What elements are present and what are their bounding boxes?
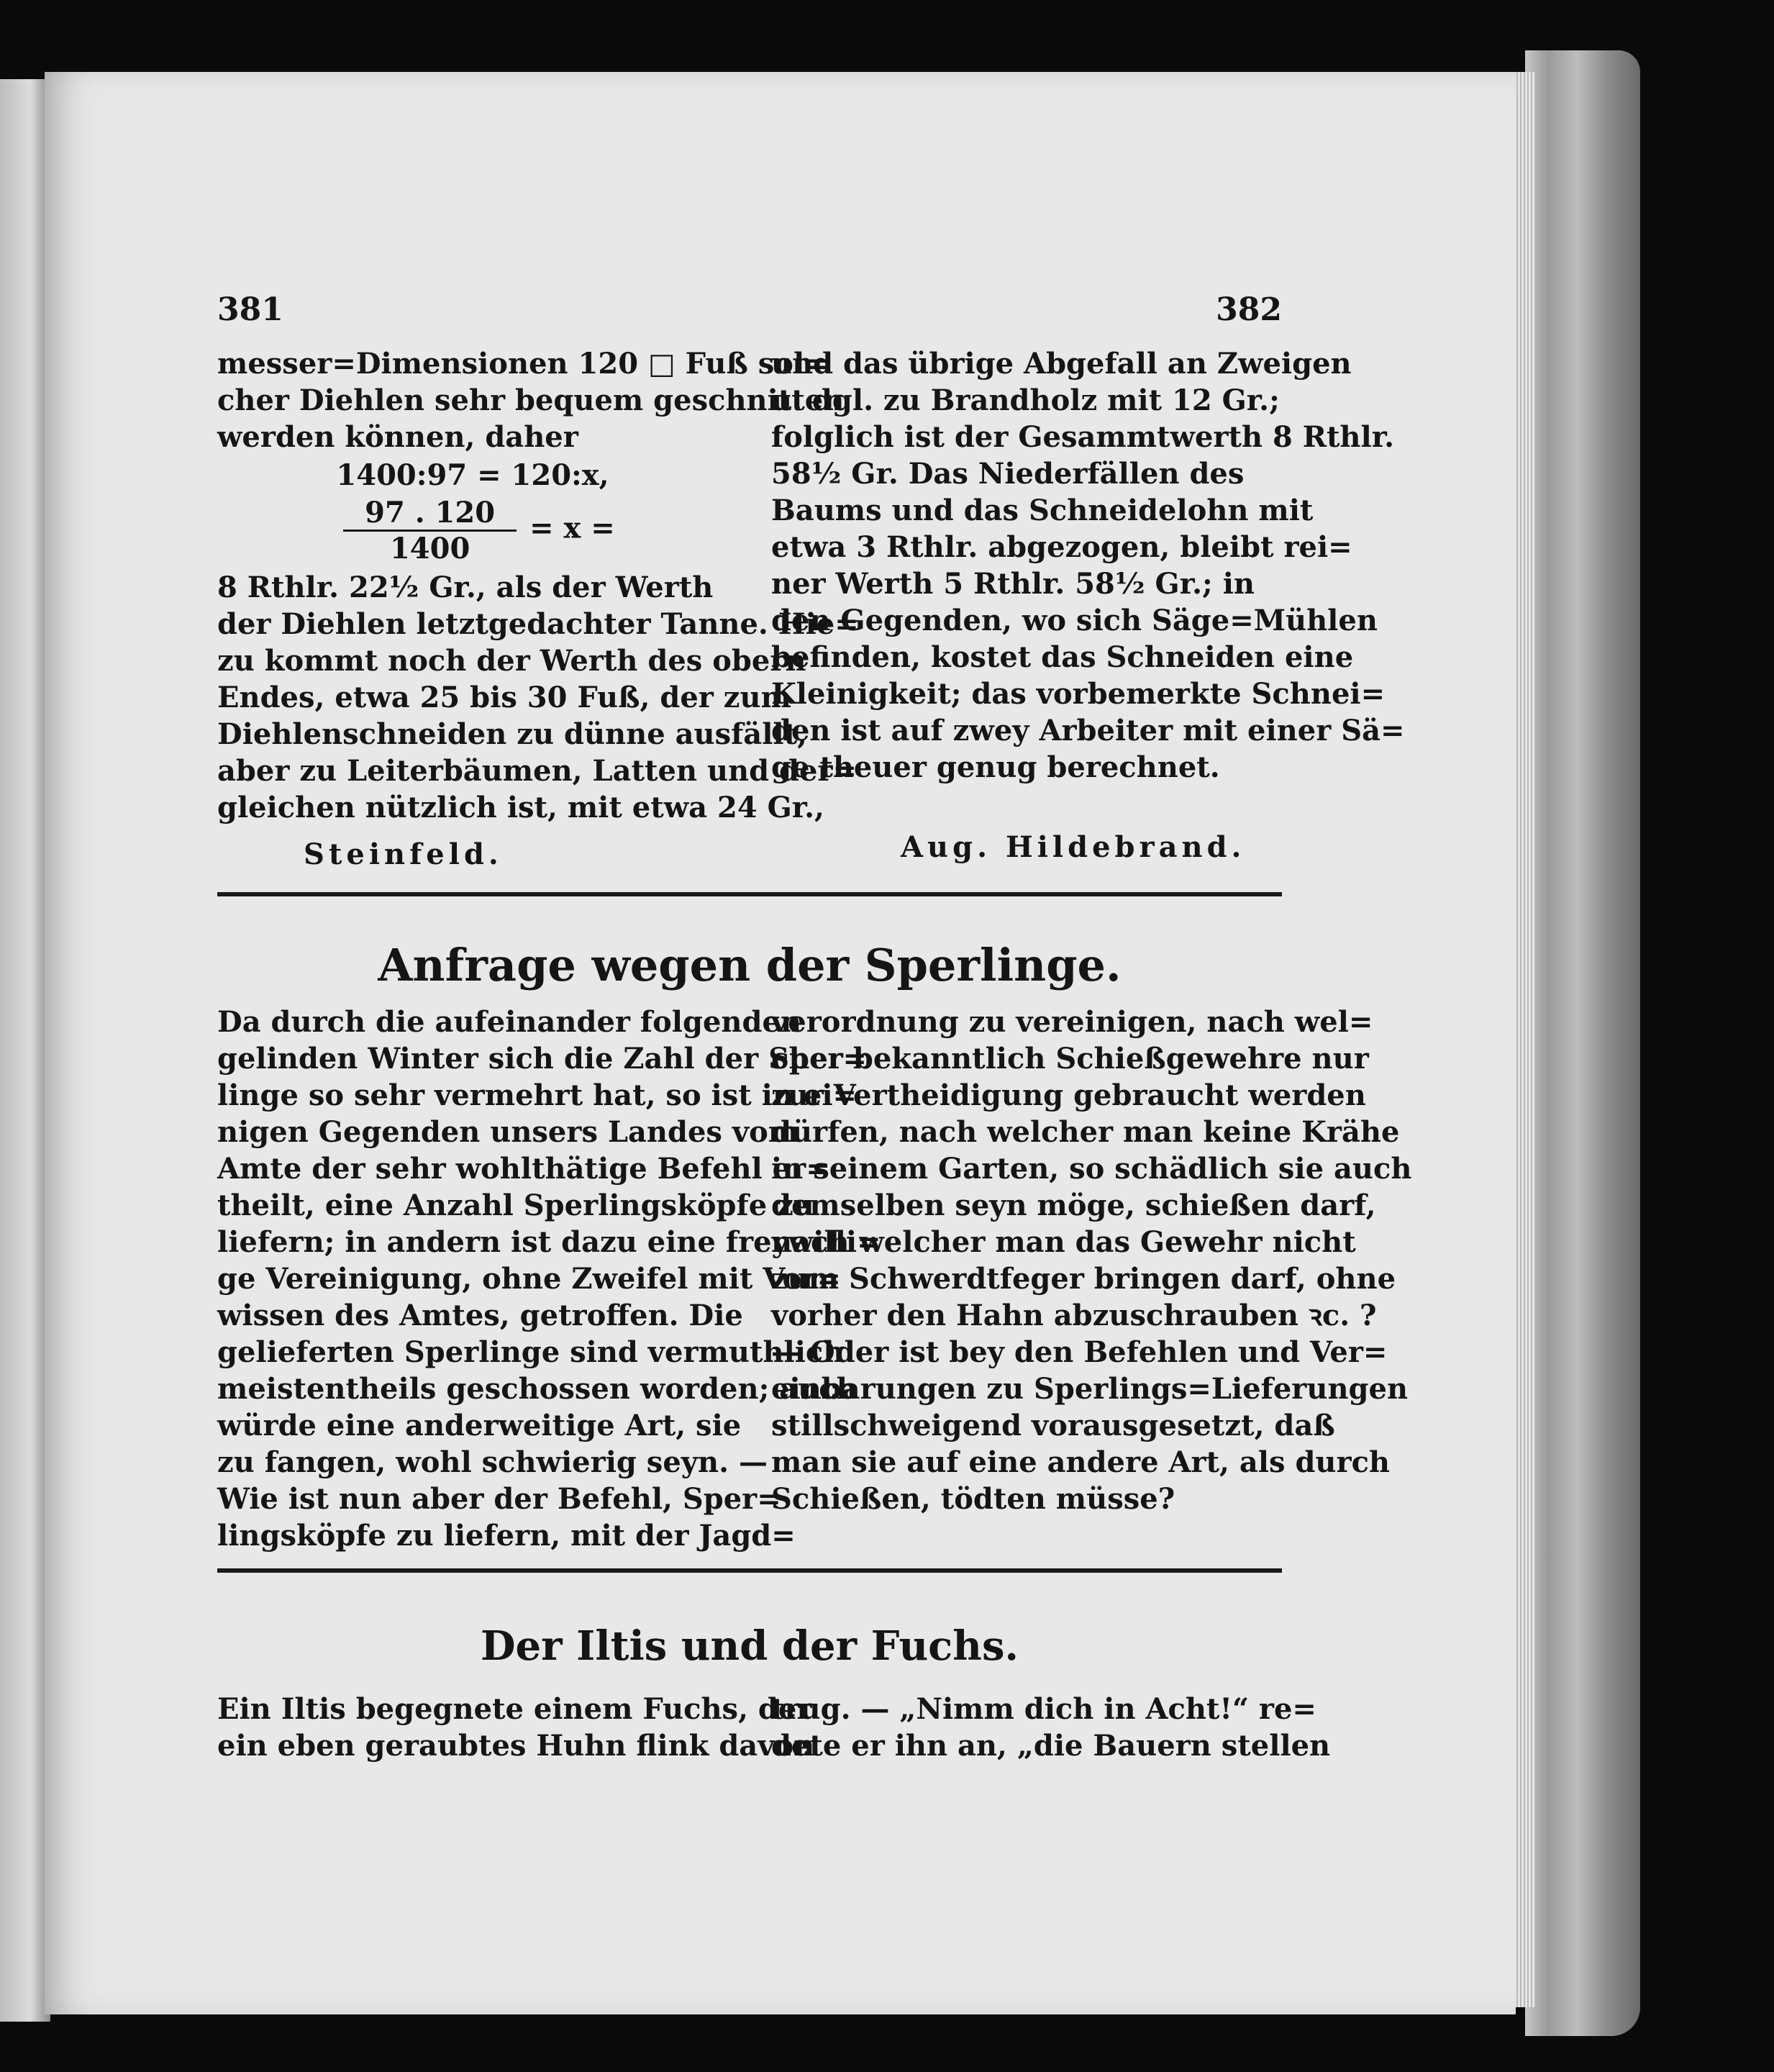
text-line: trug. — „Nimm dich in Acht!“ re=: [771, 1692, 1316, 1726]
text-line: messer=Dimensionen 120 □ Fuß sol=: [217, 347, 829, 381]
text-line: zur Vertheidigung gebraucht werden: [771, 1078, 1366, 1112]
section2-heading: Anfrage wegen der Sperlinge.: [378, 939, 1122, 991]
text-line: und das übrige Abgefall an Zweigen: [771, 347, 1352, 381]
fraction: [343, 496, 517, 565]
text-line: würde eine anderweitige Art, sie: [217, 1409, 742, 1442]
text-line: ge Vereinigung, ohne Zweifel mit Vor=: [217, 1262, 841, 1296]
text-line: theilt, eine Anzahl Sperlingsköpfe zu: [217, 1189, 814, 1222]
text-line: verordnung zu vereinigen, nach wel=: [771, 1005, 1373, 1039]
text-line: — Oder ist bey den Befehlen und Ver=: [771, 1335, 1388, 1369]
text-line: ner Werth 5 Rthlr. 58½ Gr.; in: [771, 567, 1255, 601]
section1-left-column: [217, 345, 859, 873]
section3-right-column: [771, 1691, 1331, 1764]
section3-heading: Der Iltis und der Fuchs.: [480, 1622, 1019, 1670]
text-line: wissen des Amtes, getroffen. Die: [217, 1299, 743, 1332]
facing-page-edge: [0, 79, 50, 2022]
text-line: nach welcher man das Gewehr nicht: [771, 1225, 1356, 1259]
text-line: zu kommt noch der Werth des obern: [217, 644, 806, 678]
text-line: Amte der sehr wohlthätige Befehl er=: [217, 1152, 830, 1186]
text-line: gleichen nützlich ist, mit etwa 24 Gr.,: [217, 791, 824, 824]
text-line: in seinem Garten, so schädlich sie auch: [771, 1152, 1412, 1186]
text-line: gelieferten Sperlinge sind vermuthlich: [217, 1335, 845, 1369]
text-line: lingsköpfe zu liefern, mit der Jagd=: [217, 1519, 796, 1553]
text-line: 8 Rthlr. 22½ Gr., als der Werth: [217, 571, 714, 604]
text-line: einbarungen zu Sperlings=Lieferungen: [771, 1372, 1409, 1406]
text-line: man sie auf eine andere Art, als durch: [771, 1445, 1390, 1479]
text-line: ein eben geraubtes Huhn flink davon: [217, 1729, 815, 1763]
text-line: zum Schwerdtfeger bringen darf, ohne: [771, 1262, 1396, 1296]
text-line: den Gegenden, wo sich Säge=Mühlen: [771, 604, 1378, 637]
text-line: etwa 3 Rthlr. abgezogen, bleibt rei=: [771, 530, 1352, 564]
text-line: linge so sehr vermehrt hat, so ist in ei=: [217, 1078, 858, 1112]
formula-fraction: [217, 496, 728, 569]
text-line: vorher den Hahn abzuschrauben ꝛc. ?: [771, 1299, 1377, 1332]
formula-proportion: 1400:97 = 120:x,: [336, 458, 609, 492]
text-line: Wie ist nun aber der Befehl, Sper=: [217, 1482, 781, 1516]
text-line: meistentheils geschossen worden; auch: [217, 1372, 858, 1406]
text-line: ge theuer genug berechnet.: [771, 750, 1220, 784]
formula-equals: = x =: [529, 511, 615, 545]
text-line: dete er ihn an, „die Bauern stellen: [771, 1729, 1331, 1763]
text-line: Da durch die aufeinander folgenden: [217, 1005, 801, 1039]
section2-right-column: [771, 1004, 1412, 1517]
text-line: stillschweigend vorausgesetzt, daß: [771, 1409, 1335, 1442]
book-page: [45, 72, 1516, 2014]
page-number-right: 382: [1216, 291, 1282, 328]
book-cover-edge: [1525, 50, 1640, 2036]
divider-rule: [217, 1568, 1282, 1573]
text-line: dürfen, nach welcher man keine Krähe: [771, 1115, 1400, 1149]
text-line: Schießen, tödten müsse?: [771, 1482, 1175, 1516]
divider-rule: [217, 892, 1282, 896]
text-line: den ist auf zwey Arbeiter mit einer Sä=: [771, 714, 1405, 748]
text-line: cher bekanntlich Schießgewehre nur: [771, 1042, 1369, 1076]
section2-left-column: [217, 1004, 881, 1554]
text-line: nigen Gegenden unsers Landes vom: [217, 1115, 799, 1149]
text-line: Ein Iltis begegnete einem Fuchs, der: [217, 1692, 812, 1726]
text-line: zu fangen, wohl schwierig seyn. —: [217, 1445, 768, 1479]
text-line: folglich ist der Gesammtwerth 8 Rthlr.: [771, 420, 1395, 454]
text-line: demselben seyn möge, schießen darf,: [771, 1189, 1376, 1222]
fraction-numerator: 97 . 120: [343, 496, 517, 532]
text-line: der Diehlen letztgedachter Tanne. Hie=: [217, 607, 859, 641]
text-line: u. dgl. zu Brandholz mit 12 Gr.;: [771, 383, 1280, 417]
text-line: Kleinigkeit; das vorbemerkte Schnei=: [771, 677, 1386, 711]
text-line: befinden, kostet das Schneiden eine: [771, 640, 1354, 674]
fraction-denominator: 1400: [389, 532, 470, 565]
text-line: Diehlenschneiden zu dünne ausfällt,: [217, 717, 807, 751]
text-line: Endes, etwa 25 bis 30 Fuß, der zum: [217, 681, 791, 714]
section1-right-column: [771, 345, 1405, 865]
signature-right: Aug. Hildebrand.: [901, 830, 1246, 864]
text-line: aber zu Leiterbäumen, Latten und der=: [217, 754, 858, 788]
text-line: werden können, daher: [217, 420, 578, 454]
text-line: 58½ Gr. Das Niederfällen des: [771, 457, 1245, 491]
text-line: cher Diehlen sehr bequem geschnitten: [217, 383, 845, 417]
section3-left-column: [217, 1691, 815, 1764]
text-line: gelinden Winter sich die Zahl der Sper=: [217, 1042, 867, 1076]
signature-left: Steinfeld.: [304, 837, 503, 871]
page-number-left: 381: [217, 291, 283, 328]
text-line: liefern; in andern ist dazu eine freywilli=: [217, 1225, 881, 1259]
text-line: Baums und das Schneidelohn mit: [771, 494, 1314, 527]
